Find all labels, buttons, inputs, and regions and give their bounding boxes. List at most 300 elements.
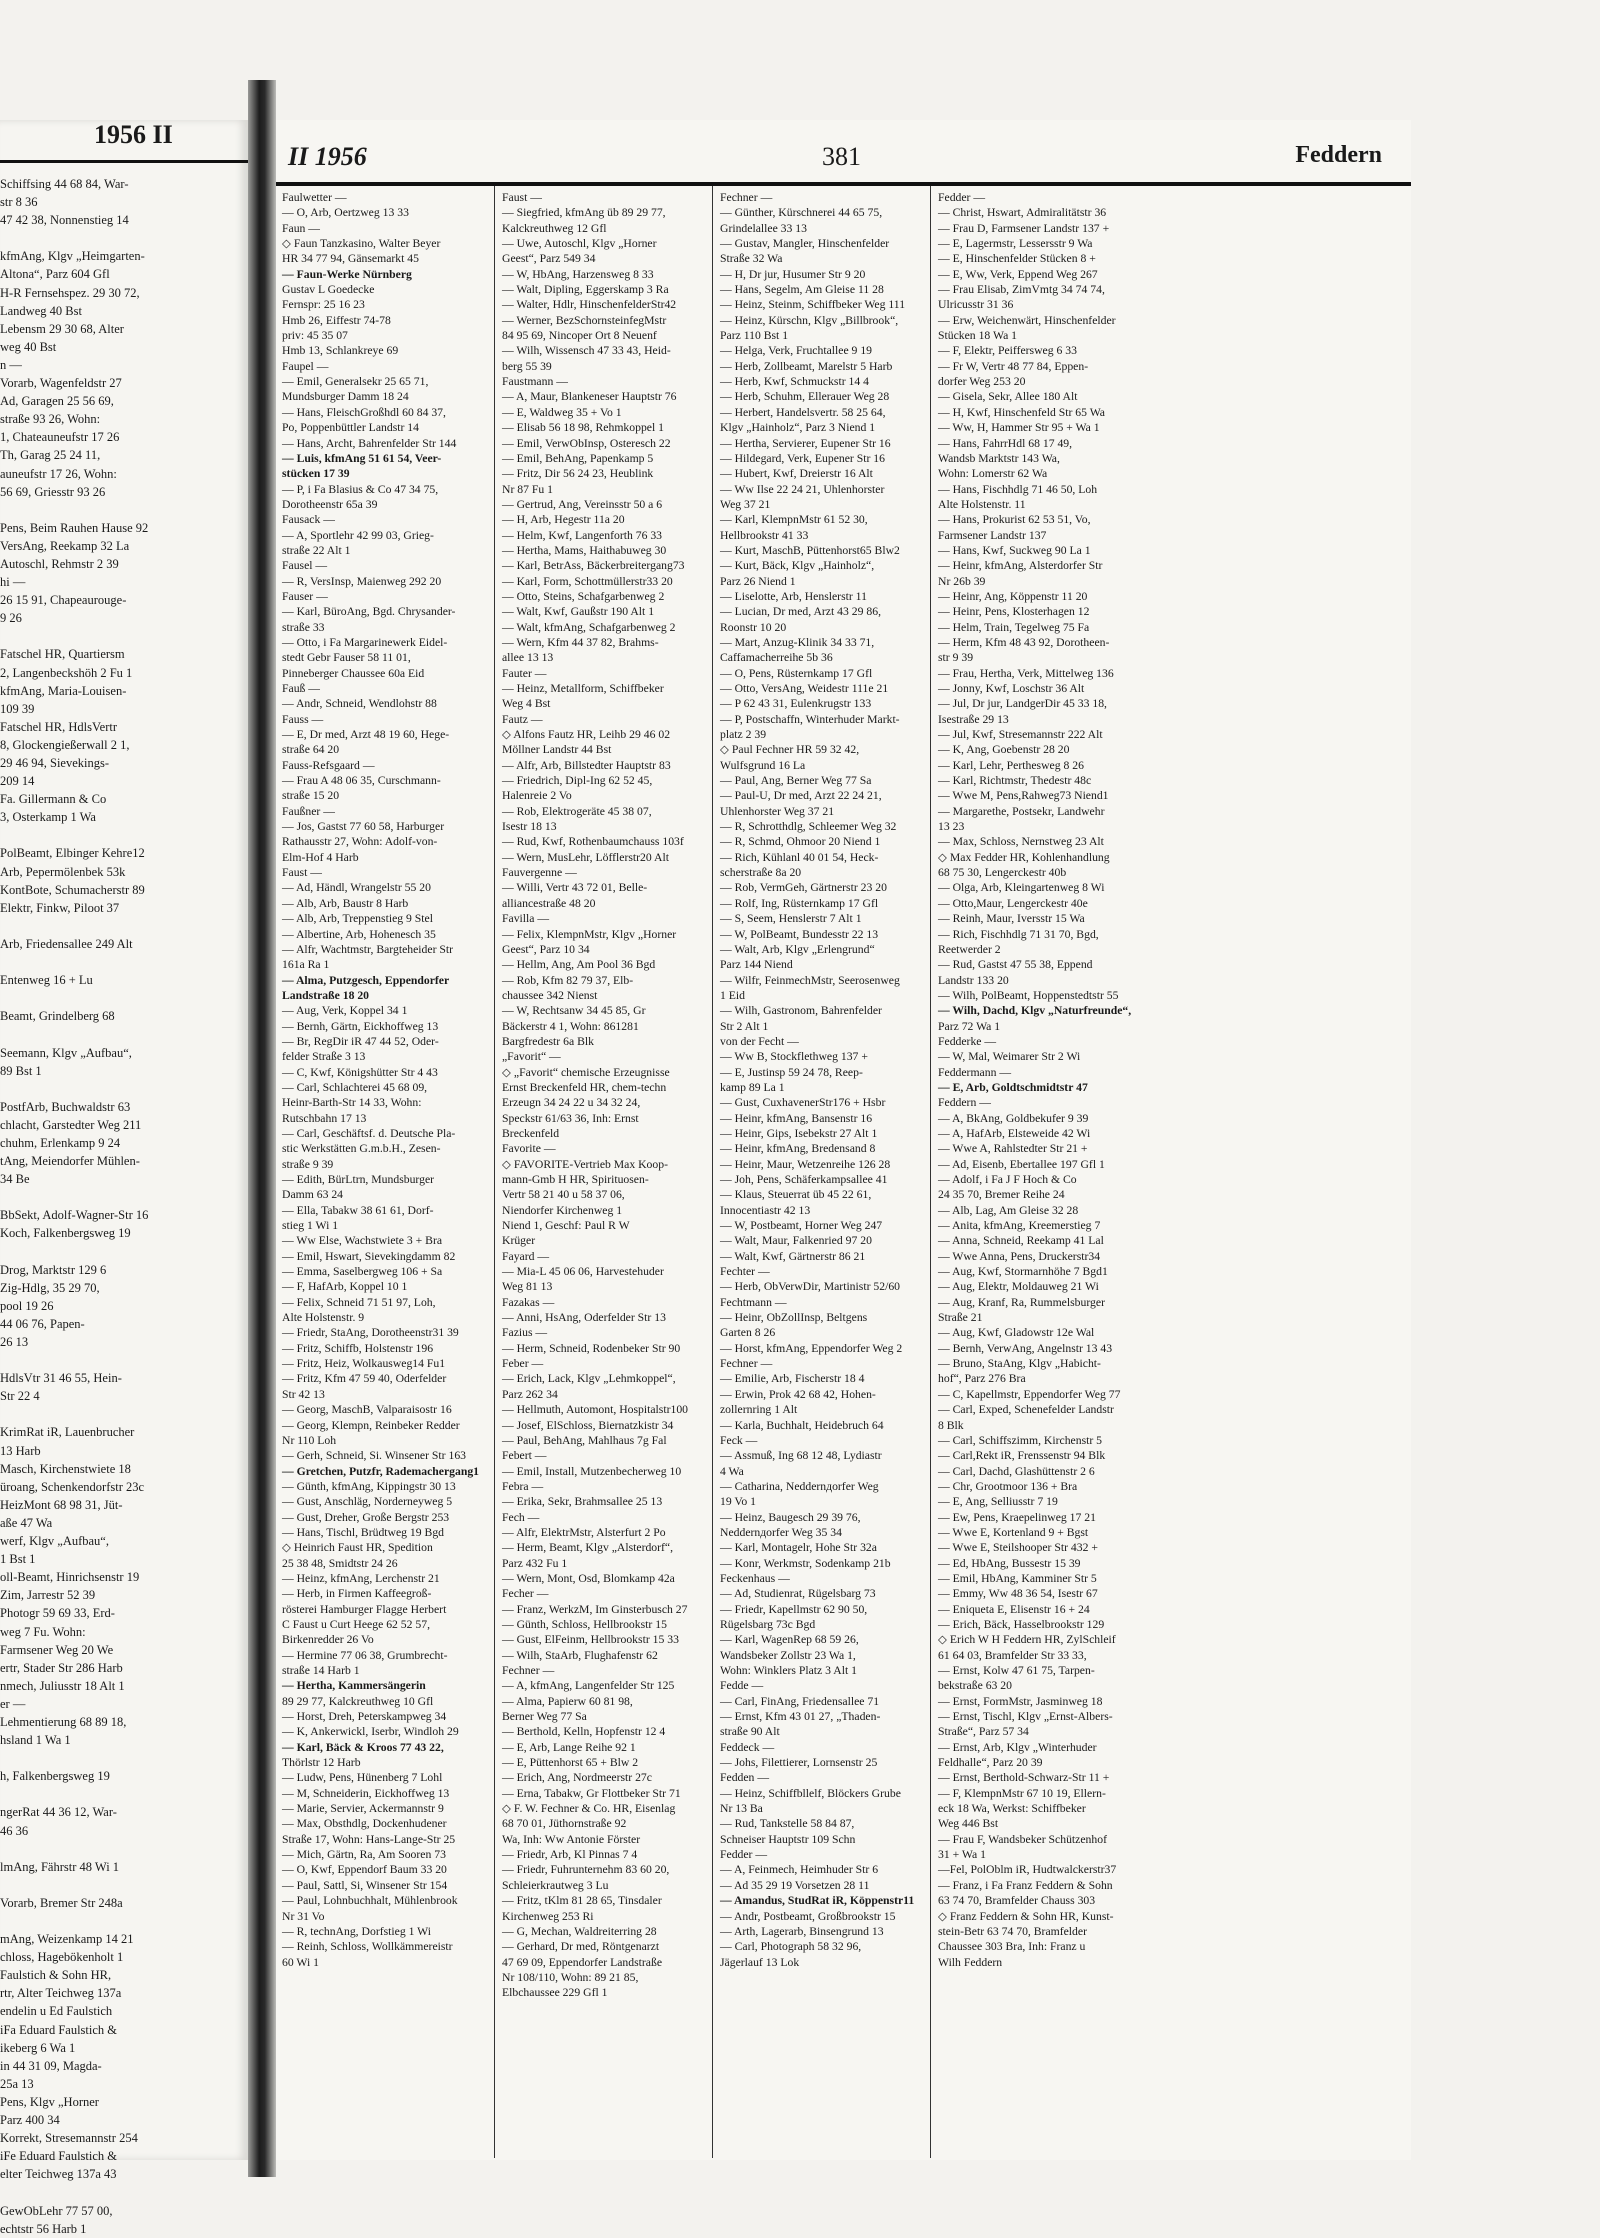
directory-entry: Neddernдorfer Weg 35 34 <box>720 1525 842 1539</box>
directory-entry: — A, Sportlehr 42 99 03, Grieg- <box>282 528 434 542</box>
directory-entry: — Siegfried, kfmAng üb 89 29 77, <box>502 206 666 220</box>
directory-entry: Parz 72 Wa 1 <box>938 1019 1001 1033</box>
left-page-line: Vorarb, Wagenfeldstr 27 <box>0 376 122 391</box>
directory-entry: Breckenfeld <box>502 1126 560 1140</box>
left-page-line: 109 39 <box>0 701 35 716</box>
left-page-line: rtr, Alter Teichweg 137a <box>0 1986 122 2001</box>
directory-entry: — Aug, Kranf, Ra, Rummelsburger <box>938 1295 1105 1309</box>
directory-entry: — Erw, Weichenwärt, Hinschenfelder <box>938 313 1116 327</box>
directory-entry: — Gustav, Mangler, Hinschenfelder <box>720 237 890 251</box>
left-page-line: 3, Osterkamp 1 Wa <box>0 810 96 825</box>
directory-entry: scherstraße 8a 20 <box>720 866 802 880</box>
directory-entry: — Erwin, Prok 42 68 42, Hohen- <box>720 1387 876 1401</box>
surname-heading: Fechner — <box>502 1664 555 1677</box>
directory-entry: — Paul, Sattl, Si, Winsener Str 154 <box>282 1878 448 1892</box>
directory-entry: Reetwerder 2 <box>938 942 1001 956</box>
directory-column-4 <box>938 190 1142 1970</box>
left-page-line <box>0 1912 240 1930</box>
directory-entry: — Walt, Kwf, Gaußstr 190 Alt 1 <box>502 605 655 619</box>
directory-entry: Innocentiastr 42 13 <box>720 1203 811 1217</box>
directory-entry: 89 29 77, Kalckreuthweg 10 Gfl <box>282 1694 434 1708</box>
directory-column-3 <box>720 190 924 1970</box>
directory-entry: — Hellmuth, Automont, Hospitalstr100 <box>502 1403 689 1417</box>
directory-entry: — K, Ang, Goebenstr 28 20 <box>938 743 1070 757</box>
directory-entry: — R, VersInsp, Maienweg 292 20 <box>282 574 442 588</box>
directory-entry: — Hertha, Kammersängerin <box>282 1679 426 1693</box>
left-page-line: weg 7 Fu. Wohn: <box>0 1624 86 1639</box>
directory-entry: Garten 8 26 <box>720 1326 776 1340</box>
left-page-line: Ad, Garagen 25 56 69, <box>0 394 114 409</box>
directory-entry: — Paul, Lohnbuchhalt, Mühlenbrook <box>282 1894 458 1908</box>
directory-entry: — Albertine, Arb, Hohenesch 35 <box>282 927 436 941</box>
left-page-line: 34 Be <box>0 1172 30 1187</box>
directory-entry: — Heinr, kfmAng, Bansenstr 16 <box>720 1111 873 1125</box>
directory-entry: C Faust u Curt Heege 62 52 57, <box>282 1617 431 1631</box>
surname-heading: Fauter — <box>502 666 547 680</box>
directory-entry: — Ww, H, Hammer Str 95 + Wa 1 <box>938 421 1100 435</box>
directory-entry: Weg 37 21 <box>720 497 771 511</box>
directory-entry: straße 22 Alt 1 <box>282 543 351 557</box>
column-divider <box>712 186 713 2158</box>
left-header-rule <box>0 160 248 163</box>
directory-entry: — Heinz, kfmAng, Lerchenstr 21 <box>282 1571 440 1585</box>
directory-entry: — C, Kapellmstr, Eppendorfer Weg 77 <box>938 1387 1121 1401</box>
directory-entry: — Walt, Maur, Falkenried 97 20 <box>720 1234 872 1248</box>
directory-entry: 161a Ra 1 <box>282 958 330 972</box>
directory-entry: Klgv „Hainholz“, Parz 3 Niend 1 <box>720 421 876 435</box>
directory-entry: — O, Kwf, Eppendorf Baum 33 20 <box>282 1863 447 1877</box>
directory-entry: — Gust, Anschläg, Norderneyweg 5 <box>282 1495 453 1509</box>
surname-heading: Fausack — <box>282 513 335 527</box>
directory-entry: — Mia-L 45 06 06, Harvestehuder <box>502 1265 664 1279</box>
directory-entry: — Frau F, Wandsbeker Schützenhof <box>938 1832 1107 1846</box>
directory-entry: — Heinr, kfmAng, Alsterdorfer Str <box>938 559 1103 573</box>
left-page-line: er — <box>0 1696 26 1711</box>
left-page-line: endelin u Ed Faulstich <box>0 2004 113 2019</box>
directory-entry: — Catharina, Neddernдorfer Weg <box>720 1479 879 1493</box>
left-page-line: 56 69, Griesstr 93 26 <box>0 484 106 499</box>
directory-entry: Speckstr 61/63 36, Inh: Ernst <box>502 1111 639 1125</box>
directory-entry: — A, Maur, Blankeneser Hauptstr 76 <box>502 390 677 404</box>
directory-entry: — Frau A 48 06 35, Curschmann- <box>282 774 441 788</box>
directory-entry: — Christ, Hswart, Admiralitätstr 36 <box>938 206 1107 220</box>
directory-entry: — Fritz, tKlm 81 28 65, Tinsdaler <box>502 1894 662 1908</box>
directory-entry: Jägerlauf 13 Lok <box>720 1955 800 1969</box>
directory-entry: — Hermine 77 06 38, Grumbrecht- <box>282 1648 448 1662</box>
directory-entry: Wohn: Lomerstr 62 Wa <box>938 467 1048 481</box>
directory-entry: — Wilh, Wissensch 47 33 43, Heid- <box>502 344 671 358</box>
directory-entry: — Heinr, Ang, Köppenstr 11 20 <box>938 589 1088 603</box>
directory-entry: Parz 262 34 <box>502 1387 558 1401</box>
left-page-line: VersAng, Reekamp 32 La <box>0 538 130 553</box>
surname-heading: Fech — <box>502 1510 540 1524</box>
directory-entry: Hmb 26, Eiffestr 74-78 <box>282 313 391 327</box>
directory-entry: — Paul, Ang, Berner Weg 77 Sa <box>720 774 872 788</box>
left-page-line: üroang, Schenkendorfstr 23c <box>0 1479 145 1494</box>
directory-entry: — Heinz, Kürschn, Klgv „Billbrook“, <box>720 313 899 327</box>
directory-entry: — Alma, Papierw 60 81 98, <box>502 1694 633 1708</box>
directory-entry: — Paul, BehAng, Mahlhaus 7g Fal <box>502 1433 667 1447</box>
left-page-line <box>0 2183 240 2201</box>
directory-entry: berg 55 39 <box>502 359 552 373</box>
directory-entry: — Heinr, Maur, Wetzenreihe 126 28 <box>720 1157 891 1171</box>
surname-heading: Faust — <box>502 191 542 204</box>
page-number: 381 <box>822 142 861 171</box>
left-page-line: Altona“, Parz 604 Gfl <box>0 267 110 282</box>
directory-entry: — Walt, Kwf, Gärtnerstr 86 21 <box>720 1249 866 1263</box>
directory-entry: — Karl, Lehr, Perthesweg 8 26 <box>938 758 1084 772</box>
left-page-line: Zim, Jarrestr 52 39 <box>0 1588 96 1603</box>
directory-entry: — W, Mal, Weimarer Str 2 Wi <box>938 1050 1081 1064</box>
left-page <box>0 120 248 2236</box>
directory-entry: — Wilfr, FeinmechMstr, Seerosenweg <box>720 973 900 987</box>
directory-entry: Roonstr 10 20 <box>720 620 787 634</box>
directory-entry: — Wilh, StaArb, Flughafenstr 62 <box>502 1648 658 1662</box>
left-page-line: 46 36 <box>0 1823 29 1838</box>
directory-entry: — Wwe M, Pens,Rahweg73 Niend1 <box>938 789 1109 803</box>
directory-entry: — H, Arb, Hegestr 11a 20 <box>502 513 625 527</box>
directory-entry: — Gust, CuxhavenerStr176 + Hsbr <box>720 1096 886 1110</box>
directory-entry: Parz 144 Niend <box>720 958 793 972</box>
directory-entry: — Ed, HbAng, Bussestr 15 39 <box>938 1556 1081 1570</box>
directory-entry: Möllner Landstr 44 Bst <box>502 743 612 757</box>
surname-heading: Fechner — <box>720 1357 773 1371</box>
directory-entry: Isestr 18 13 <box>502 820 557 834</box>
directory-entry: 60 Wi 1 <box>282 1955 319 1969</box>
left-page-line: 1, Chateauneufstr 17 26 <box>0 430 120 445</box>
directory-entry: — Ernst, Arb, Klgv „Winterhuder <box>938 1740 1097 1754</box>
directory-entry: — Helga, Verk, Fruchtallee 9 19 <box>720 344 873 358</box>
directory-entry: — Werner, BezSchornsteinfegMstr <box>502 313 667 327</box>
directory-entry: stein-Betr 63 74 70, Bramfelder <box>938 1924 1087 1938</box>
directory-entry: Chaussee 303 Bra, Inh: Franz u <box>938 1940 1086 1954</box>
surname-heading: Favilla — <box>502 912 550 926</box>
directory-entry: — Helm, Train, Tegelweg 75 Fa <box>938 620 1090 634</box>
left-page-line: Korrekt, Stresemannstr 254 <box>0 2131 138 2146</box>
surname-heading: Fausel — <box>282 559 328 573</box>
directory-entry: Dorotheenstr 65a 39 <box>282 497 378 511</box>
surname-heading: Faupel — <box>282 359 329 373</box>
directory-entry: — Hildegard, Verk, Eupener Str 16 <box>720 451 885 465</box>
left-page-line <box>0 501 240 519</box>
directory-entry: chaussee 342 Nienst <box>502 988 598 1002</box>
left-page-line: 47 42 38, Nonnenstieg 14 <box>0 213 129 228</box>
directory-entry: — Wern, MusLehr, Löfflerstr20 Alt <box>502 850 669 864</box>
column-divider <box>494 186 495 2158</box>
directory-entry: — Fritz, Heiz, Wolkausweg14 Fu1 <box>282 1357 446 1371</box>
directory-entry: — Johs, Filettierer, Lornsenstr 25 <box>720 1756 878 1770</box>
directory-entry: — A, BkAng, Goldbekufer 9 39 <box>938 1111 1089 1125</box>
directory-entry: — Wwe A, Rahlstedter Str 21 + <box>938 1142 1088 1156</box>
left-page-line: tAng, Meiendorfer Mühlen- <box>0 1154 140 1169</box>
directory-entry: Nr 26b 39 <box>938 574 986 588</box>
directory-column-2 <box>502 190 706 2001</box>
surname-heading: Favorite — <box>502 1142 556 1156</box>
right-page <box>276 120 1411 2160</box>
directory-entry: straße 64 20 <box>282 743 340 757</box>
directory-entry: — E, Ang, Selliusstr 7 19 <box>938 1495 1058 1509</box>
directory-entry: Nr 87 Fu 1 <box>502 482 553 496</box>
directory-entry: — Gisela, Sekr, Allee 180 Alt <box>938 390 1078 404</box>
directory-entry: — M, Schneiderin, Eickhoffweg 13 <box>282 1786 450 1800</box>
directory-entry: straße 33 <box>282 620 325 634</box>
left-page-line: HeizMont 68 98 31, Jüt- <box>0 1497 123 1512</box>
directory-entry: — Ernst, Tischl, Klgv „Ernst-Albers- <box>938 1710 1113 1724</box>
surname-heading: Fechter — <box>720 1265 770 1279</box>
directory-entry: — Bernh, VerwAng, Angelnstr 13 43 <box>938 1341 1113 1355</box>
directory-entry: — Gust, ElFeinm, Hellbrookstr 15 33 <box>502 1633 679 1647</box>
left-page-line: Masch, Kirchenstwiete 18 <box>0 1461 131 1476</box>
directory-entry: stücken 17 39 <box>282 467 350 481</box>
directory-entry: — Fritz, Dir 56 24 23, Heublink <box>502 467 654 481</box>
firm-entry: ◇ Heinrich Faust HR, Spedition <box>282 1541 433 1555</box>
directory-entry: 68 75 30, Lengerckestr 40b <box>938 866 1067 880</box>
left-page-line: chuhm, Erlenkamp 9 24 <box>0 1135 121 1150</box>
directory-entry: Wandsbeker Zollstr 23 Wa 1, <box>720 1648 856 1662</box>
directory-entry: Niendorfer Kirchenweg 1 <box>502 1203 623 1217</box>
directory-entry: — W, Rechtsanw 34 45 85, Gr <box>502 1004 646 1018</box>
directory-entry: Nr 13 Ba <box>720 1802 763 1816</box>
firm-entry: ◇ Erich W H Feddern HR, ZylSchleif <box>938 1633 1116 1647</box>
directory-entry: — E, Waldweg 35 + Vo 1 <box>502 405 622 419</box>
directory-entry: — Liselotte, Arb, Henslerstr 11 <box>720 589 867 603</box>
directory-entry: — Hans, FleischGroßhdl 60 84 37, <box>282 405 446 419</box>
directory-entry: Parz 26 Niend 1 <box>720 574 796 588</box>
directory-entry: — Assmuß, Ing 68 12 48, Lydiastr <box>720 1449 882 1463</box>
directory-entry: — Otto, VersAng, Weidestr 111e 21 <box>720 682 889 695</box>
directory-entry: Uhlenhorster Weg 37 21 <box>720 804 835 818</box>
directory-entry: — Rud, Gastst 47 55 38, Eppend <box>938 958 1093 972</box>
left-page-line: PostfArb, Buchwaldstr 63 <box>0 1099 131 1114</box>
surname-heading: Fauser — <box>282 589 328 603</box>
directory-entry: — Reinh, Maur, Iversstr 15 Wa <box>938 912 1085 926</box>
left-page-line: Vorarb, Bremer Str 248a <box>0 1895 123 1910</box>
left-page-line: 89 Bst 1 <box>0 1063 42 1078</box>
directory-entry: — E, Ww, Verk, Eppend Weg 267 <box>938 267 1098 281</box>
directory-entry: 1 Eid <box>720 988 745 1002</box>
directory-entry: — Adolf, i Fa J F Hoch & Co <box>938 1173 1077 1186</box>
directory-entry: — Erich, Bäck, Hasselbrookstr 129 <box>938 1617 1105 1631</box>
firm-entry: ◇ F. W. Fechner & Co. HR, Eisenlag <box>502 1802 676 1816</box>
directory-entry: — Wilh, Gastronom, Bahrenfelder <box>720 1004 882 1018</box>
left-page-line: KontBote, Schumacherstr 89 <box>0 882 145 897</box>
directory-entry: — Rud, Kwf, Rothenbaumchauss 103f <box>502 835 684 849</box>
directory-entry: — A, Feinmech, Heimhuder Str 6 <box>720 1863 879 1877</box>
left-page-line: KrimRat iR, Lauenbrucher <box>0 1425 135 1440</box>
directory-entry: — Anna, Schneid, Reekamp 41 Lal <box>938 1234 1104 1248</box>
directory-entry: — Ww B, Stockflethweg 137 + <box>720 1050 868 1064</box>
directory-entry: — Mart, Anzug-Klinik 34 33 71, <box>720 635 875 649</box>
directory-entry: Bargfredestr 6a Blk <box>502 1034 594 1048</box>
directory-entry: — Horst, kfmAng, Eppendorfer Weg 2 <box>720 1341 903 1355</box>
directory-entry: kamp 89 La 1 <box>720 1080 785 1094</box>
directory-entry: — Elisab 56 18 98, Rehmkoppel 1 <box>502 421 664 435</box>
directory-entry: Hellbrookstr 41 33 <box>720 528 809 542</box>
left-page-line <box>0 1840 240 1858</box>
directory-entry: — Br, RegDir iR 47 44 52, Oder- <box>282 1034 439 1048</box>
directory-entry: — Wwe Anna, Pens, Druckerstr34 <box>938 1249 1101 1263</box>
directory-entry: — Ernst, Berthold-Schwarz-Str 11 + <box>938 1771 1110 1785</box>
directory-entry: Po, Poppenbüttler Landstr 14 <box>282 421 419 435</box>
directory-entry: — Gertrud, Ang, Vereinsstr 50 a 6 <box>502 497 663 511</box>
directory-entry: rösterei Hamburger Flagge Herbert <box>282 1602 447 1616</box>
directory-entry: — Walt, Dipling, Eggerskamp 3 Ra <box>502 283 669 297</box>
left-page-line <box>0 826 240 844</box>
surname-heading: Fedder — <box>720 1848 768 1862</box>
directory-entry: Wilh Feddern <box>938 1955 1003 1969</box>
directory-entry: — Max, Schloss, Nernstweg 23 Alt <box>938 835 1104 849</box>
directory-entry: — Franz, WerkzM, Im Ginsterbusch 27 <box>502 1602 688 1616</box>
directory-entry: — Friedr, Fuhrunternehm 83 60 20, <box>502 1863 670 1877</box>
directory-entry: — Emma, Saselbergweg 106 + Sa <box>282 1265 443 1279</box>
directory-entry: — Joh, Pens, Schäferkampsallee 41 <box>720 1173 888 1186</box>
directory-entry: — E, Arb, Lange Reihe 92 1 <box>502 1740 636 1754</box>
left-page-line <box>0 1080 240 1098</box>
left-page-line <box>0 1405 240 1423</box>
directory-entry: — E, Justinsp 59 24 78, Reep- <box>720 1065 863 1079</box>
directory-entry: — F, HafArb, Koppel 10 1 <box>282 1280 408 1294</box>
directory-entry: Halenreie 2 Vo <box>502 789 572 803</box>
left-page-line: Seemann, Klgv „Aufbau“, <box>0 1045 132 1060</box>
directory-entry: — Faun-Werke Nürnberg <box>282 267 412 281</box>
directory-entry: — Rich, Kühlanl 40 01 54, Heck- <box>720 850 879 864</box>
directory-entry: dorfer Weg 253 20 <box>938 375 1026 389</box>
directory-entry: Str 42 13 <box>282 1387 325 1401</box>
left-page-line: ertr, Stader Str 286 Harb <box>0 1660 123 1675</box>
directory-entry: — Karl, BüroAng, Bgd. Chrysander- <box>282 605 456 619</box>
directory-entry: — Max, Obsthdlg, Dockenhudener <box>282 1817 447 1831</box>
directory-entry: — A, HafArb, Elsteweide 42 Wi <box>938 1126 1091 1140</box>
directory-entry: — Wern, Kfm 44 37 82, Brahms- <box>502 635 659 649</box>
directory-entry: — Friedr, StaAng, Dorotheenstr31 39 <box>282 1326 459 1340</box>
left-page-line: str 8 36 <box>0 195 38 210</box>
directory-entry: — Otto, i Fa Margarinewerk Eidel- <box>282 635 448 649</box>
left-page-text <box>0 175 240 2238</box>
directory-entry: — Emil, Generalsekr 25 65 71, <box>282 375 429 389</box>
directory-entry: — Otto, Steins, Schafgarbenweg 2 <box>502 589 665 603</box>
directory-entry: — Erika, Sekr, Brahmsallee 25 13 <box>502 1495 663 1509</box>
left-page-line: iFa Eduard Faulstich & <box>0 2022 117 2037</box>
directory-entry: — C, Kwf, Königshütter Str 4 43 <box>282 1065 438 1079</box>
directory-entry: — Frau Elisab, ZimVmtg 34 74 74, <box>938 283 1105 297</box>
left-page-line: Zig-Hdlg, 35 29 70, <box>0 1280 100 1295</box>
left-page-line: 29 46 94, Sievekings- <box>0 756 110 770</box>
directory-entry: — Herb, Kwf, Schmuckstr 14 4 <box>720 375 869 389</box>
directory-entry: — Rob, Kfm 82 79 37, Elb- <box>502 973 634 987</box>
left-page-line: kfmAng, Maria-Louisen- <box>0 683 127 698</box>
surname-heading: Fayard — <box>502 1249 550 1263</box>
directory-entry: Schleierkrautweg 3 Lu <box>502 1878 609 1892</box>
directory-entry: platz 2 39 <box>720 728 767 742</box>
directory-entry: — Heinr, Gips, Isebekstr 27 Alt 1 <box>720 1126 878 1140</box>
directory-entry: — Friedrich, Dipl-Ing 62 52 45, <box>502 774 653 788</box>
directory-entry: mann-Gmb H HR, Spirituosen- <box>502 1173 649 1186</box>
left-page-line: Pens, Beim Rauhen Hause 92 <box>0 520 149 535</box>
left-page-line: Arb, Pepermölenbek 53k <box>0 864 126 879</box>
left-page-line: Photogr 59 69 33, Erd- <box>0 1606 115 1621</box>
directory-entry: — Gretchen, Putzfr, Rademachergang1 <box>282 1464 480 1478</box>
directory-entry: — Emil, BehAng, Papenkamp 5 <box>502 451 654 465</box>
surname-heading: Feddeck — <box>720 1740 775 1754</box>
surname-heading: von der Fecht — <box>720 1034 799 1048</box>
directory-entry: — Hans, Kwf, Suckweg 90 La 1 <box>938 543 1091 557</box>
directory-entry: Bäckerstr 4 1, Wohn: 861281 <box>502 1019 639 1033</box>
directory-entry: — Jul, Kwf, Stresemannstr 222 Alt <box>938 728 1103 742</box>
directory-entry: — Alb, Lag, Am Gleise 32 28 <box>938 1203 1079 1217</box>
directory-entry: — Heinz, Steinm, Schiffbeker Weg 111 <box>720 298 906 312</box>
directory-entry: — Carl, Photograph 58 32 96, <box>720 1940 862 1954</box>
directory-entry: — Ludw, Pens, Hünenberg 7 Lohl <box>282 1771 443 1785</box>
left-page-line: Entenweg 16 + Lu <box>0 973 93 988</box>
book-gutter <box>248 80 276 2177</box>
directory-entry: — Ww Ilse 22 24 21, Uhlenhorster <box>720 482 885 496</box>
surname-heading: Fauss — <box>282 712 324 726</box>
left-page-line: Str 22 4 <box>0 1389 40 1404</box>
directory-entry: — Emil, HbAng, Kamminer Str 5 <box>938 1571 1097 1585</box>
directory-entry: straße 14 Harb 1 <box>282 1664 360 1677</box>
directory-entry: — Herm, Kfm 48 43 92, Dorotheen- <box>938 635 1110 649</box>
directory-entry: Hmb 13, Schlankreye 69 <box>282 344 399 358</box>
directory-entry: Straße“, Parz 57 34 <box>938 1725 1029 1739</box>
left-page-line: Schiffsing 44 68 84, War- <box>0 177 129 191</box>
directory-entry: Schneiser Hauptstr 109 Schn <box>720 1832 856 1846</box>
left-page-line: Fatschel HR, Quartiersm <box>0 647 125 662</box>
left-page-line: Beamt, Grindelberg 68 <box>0 1009 115 1024</box>
directory-entry: allee 13 13 <box>502 651 554 665</box>
surname-heading: Fautz — <box>502 712 543 726</box>
directory-entry: — Ad, Händl, Wrangelstr 55 20 <box>282 881 431 895</box>
surname-heading: Faulwetter — <box>282 191 347 204</box>
left-page-line: 25a 13 <box>0 2076 34 2091</box>
directory-entry: — Felix, Schneid 71 51 97, Loh, <box>282 1295 436 1309</box>
directory-entry: — H, Kwf, Hinschenfeld Str 65 Wa <box>938 405 1105 419</box>
directory-entry: str 9 39 <box>938 651 974 665</box>
surname-heading: Feck — <box>720 1433 758 1447</box>
edition-label: II 1956 <box>288 142 367 171</box>
directory-entry: — Bernh, Gärtn, Eickhoffweg 13 <box>282 1019 439 1033</box>
surname-heading: Fecher — <box>502 1587 549 1601</box>
surname-heading: Fechtmann — <box>720 1295 787 1309</box>
directory-entry: Straße 21 <box>938 1311 983 1325</box>
directory-entry: — Edith, BürLtrn, Mundsburger <box>282 1173 435 1186</box>
directory-entry: — Herm, Schneid, Rodenbeker Str 90 <box>502 1341 681 1355</box>
surname-heading: Feddern — <box>938 1096 991 1110</box>
directory-entry: felder Straße 3 13 <box>282 1050 366 1064</box>
directory-entry: Kirchenweg 253 Ri <box>502 1909 594 1923</box>
directory-column-1 <box>282 190 486 1970</box>
directory-entry: — Fr W, Vertr 48 77 84, Eppen- <box>938 359 1089 373</box>
directory-entry: 31 + Wa 1 <box>938 1848 986 1862</box>
directory-entry: — Carl, FinAng, Friedensallee 71 <box>720 1694 880 1708</box>
directory-entry: — Carl, Exped, Schenefelder Landstr <box>938 1403 1114 1417</box>
directory-entry: — Berthold, Kelln, Hopfenstr 12 4 <box>502 1725 666 1739</box>
directory-entry: — Wilh, PolBeamt, Hoppenstedtstr 55 <box>938 988 1119 1002</box>
surname-heading: Faustmann — <box>502 375 568 389</box>
directory-entry: — Karl, BetrAss, Bäckerbreitergang73 <box>502 559 685 573</box>
directory-entry: — Emilie, Arb, Fischerstr 18 4 <box>720 1372 865 1386</box>
firm-entry: ◇ Faun Tanzkasino, Walter Beyer <box>282 237 441 251</box>
directory-entry: — Karl, Montagelr, Hohe Str 32a <box>720 1541 877 1555</box>
directory-entry: — Otto,Maur, Lengerckestr 40e <box>938 896 1088 910</box>
directory-entry: Geest“, Parz 549 34 <box>502 252 596 266</box>
directory-entry: — Heinz, Schiffbllelf, Blöckers Grube <box>720 1786 901 1800</box>
directory-entry: straße 15 20 <box>282 789 340 803</box>
directory-entry: — Herm, Beamt, Klgv „Alsterdorf“, <box>502 1541 674 1555</box>
directory-entry: — Kurt, MaschB, Püttenhorst65 Blw2 <box>720 543 900 557</box>
left-page-line: Fa. Gillermann & Co <box>0 792 107 807</box>
directory-entry: Erzeugn 34 24 22 u 34 32 24, <box>502 1096 641 1110</box>
firm-entry: ◇ Alfons Fautz HR, Leihb 29 46 02 <box>502 728 671 742</box>
